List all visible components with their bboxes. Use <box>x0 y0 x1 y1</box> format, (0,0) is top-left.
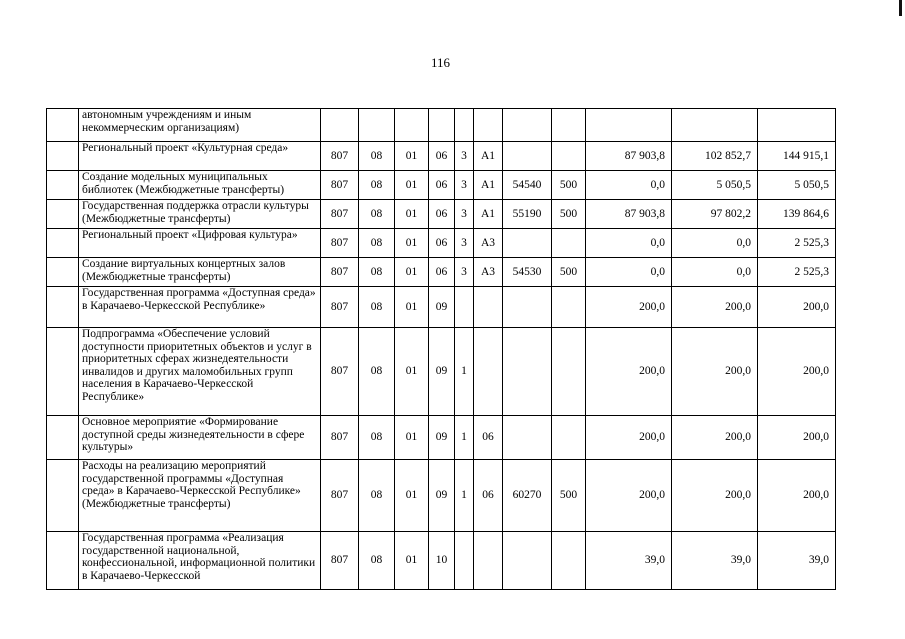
code-cell-c7: 54530 <box>503 258 552 287</box>
blank-cell <box>47 229 79 258</box>
row-name-cell: Создание виртуальных концертных залов (Межбюджетные трансферты) <box>79 258 321 287</box>
table-row <box>47 328 836 416</box>
code-cell-c8 <box>552 229 586 258</box>
code-cell-c2: 08 <box>359 287 395 328</box>
code-cell-c4: 09 <box>429 416 455 460</box>
table-row <box>47 171 836 200</box>
code-cell-c4: 06 <box>429 142 455 171</box>
code-cell-c3: 01 <box>395 258 429 287</box>
code-cell-c3: 01 <box>395 200 429 229</box>
table-row <box>47 532 836 590</box>
code-cell-c6: A1 <box>474 142 503 171</box>
code-cell-c2: 08 <box>359 229 395 258</box>
code-cell-c4: 06 <box>429 200 455 229</box>
code-cell-c5: 3 <box>455 171 474 200</box>
amount-cell-v3: 139 864,6 <box>758 200 836 229</box>
code-cell-c4: 06 <box>429 229 455 258</box>
row-name-cell: Региональный проект «Цифровая культура» <box>79 229 321 258</box>
code-cell-c5: 3 <box>455 142 474 171</box>
amount-cell-v1: 200,0 <box>586 416 672 460</box>
table-row <box>47 416 836 460</box>
row-name-cell: Основное мероприятие «Формирование доступной среды жизнедеятельности в сфере культуры» <box>79 416 321 460</box>
amount-cell-v2: 200,0 <box>672 416 758 460</box>
amount-cell-v3: 200,0 <box>758 328 836 416</box>
row-name-cell: автономным учреждениям и иным некоммерческим организациям) <box>79 109 321 142</box>
blank-cell <box>47 460 79 532</box>
amount-cell-v1 <box>586 109 672 142</box>
row-name-cell: Государственная поддержка отрасли культуры (Межбюджетные трансферты) <box>79 200 321 229</box>
row-name-cell: Подпрограмма «Обеспечение условий доступности приоритетных объектов и услуг в приоритетных сферах жизнедеятельности инвалидов и других маломобильных групп населения в Карачаево-Черкесской Республике» <box>79 328 321 416</box>
code-cell-c2: 08 <box>359 171 395 200</box>
amount-cell-v1: 0,0 <box>586 171 672 200</box>
amount-cell-v3: 39,0 <box>758 532 836 590</box>
code-cell-c8 <box>552 109 586 142</box>
row-name-cell: Расходы на реализацию мероприятий государственной программы «Доступная среда» в Карачаево-Черкесской Республике» (Межбюджетные трансферты) <box>79 460 321 532</box>
code-cell-c1: 807 <box>321 171 359 200</box>
code-cell-c6 <box>474 109 503 142</box>
table-row <box>47 142 836 171</box>
table-row <box>47 229 836 258</box>
amount-cell-v2: 5 050,5 <box>672 171 758 200</box>
code-cell-c8: 500 <box>552 258 586 287</box>
code-cell-c1: 807 <box>321 328 359 416</box>
code-cell-c6 <box>474 532 503 590</box>
code-cell-c5: 3 <box>455 258 474 287</box>
code-cell-c4: 09 <box>429 328 455 416</box>
blank-cell <box>47 142 79 171</box>
amount-cell-v3: 2 525,3 <box>758 229 836 258</box>
amount-cell-v3: 200,0 <box>758 416 836 460</box>
code-cell-c8 <box>552 416 586 460</box>
code-cell-c3: 01 <box>395 416 429 460</box>
page-number: 116 <box>430 55 451 70</box>
amount-cell-v3: 200,0 <box>758 460 836 532</box>
amount-cell-v2: 39,0 <box>672 532 758 590</box>
code-cell-c2: 08 <box>359 460 395 532</box>
code-cell-c3: 01 <box>395 328 429 416</box>
code-cell-c2: 08 <box>359 200 395 229</box>
code-cell-c3: 01 <box>395 287 429 328</box>
code-cell-c4: 06 <box>429 258 455 287</box>
code-cell-c1 <box>321 109 359 142</box>
code-cell-c2: 08 <box>359 258 395 287</box>
code-cell-c7 <box>503 328 552 416</box>
blank-cell <box>47 171 79 200</box>
code-cell-c4: 06 <box>429 171 455 200</box>
row-name-cell: Региональный проект «Культурная среда» <box>79 142 321 171</box>
code-cell-c6 <box>474 328 503 416</box>
code-cell-c8: 500 <box>552 171 586 200</box>
code-cell-c3: 01 <box>395 460 429 532</box>
code-cell-c3 <box>395 109 429 142</box>
code-cell-c2: 08 <box>359 328 395 416</box>
amount-cell-v1: 0,0 <box>586 229 672 258</box>
table-row <box>47 287 836 328</box>
code-cell-c5 <box>455 532 474 590</box>
row-name-cell: Создание модельных муниципальных библиотек (Межбюджетные трансферты) <box>79 171 321 200</box>
code-cell-c4: 10 <box>429 532 455 590</box>
amount-cell-v2: 0,0 <box>672 229 758 258</box>
row-name-cell: Государственная программа «Доступная среда» в Карачаево-Черкесской Республике» <box>79 287 321 328</box>
code-cell-c3: 01 <box>395 229 429 258</box>
code-cell-c6: A3 <box>474 229 503 258</box>
code-cell-c5: 3 <box>455 200 474 229</box>
budget-table <box>46 108 836 590</box>
code-cell-c2 <box>359 109 395 142</box>
code-cell-c7: 60270 <box>503 460 552 532</box>
code-cell-c8: 500 <box>552 460 586 532</box>
amount-cell-v1: 200,0 <box>586 328 672 416</box>
row-name-cell: Государственная программа «Реализация государственной национальной, конфессиональной, информационной политики в Карачаево-Черкесской <box>79 532 321 590</box>
code-cell-c6: 06 <box>474 460 503 532</box>
table-row <box>47 460 836 532</box>
amount-cell-v2: 200,0 <box>672 328 758 416</box>
code-cell-c2: 08 <box>359 416 395 460</box>
code-cell-c7 <box>503 142 552 171</box>
code-cell-c1: 807 <box>321 416 359 460</box>
blank-cell <box>47 416 79 460</box>
amount-cell-v1: 0,0 <box>586 258 672 287</box>
code-cell-c1: 807 <box>321 200 359 229</box>
code-cell-c5: 1 <box>455 328 474 416</box>
code-cell-c6: 06 <box>474 416 503 460</box>
code-cell-c4: 09 <box>429 460 455 532</box>
code-cell-c5 <box>455 109 474 142</box>
code-cell-c2: 08 <box>359 142 395 171</box>
table-row <box>47 200 836 229</box>
scan-edge-mark <box>899 0 902 16</box>
code-cell-c2: 08 <box>359 532 395 590</box>
blank-cell <box>47 200 79 229</box>
code-cell-c1: 807 <box>321 532 359 590</box>
code-cell-c8 <box>552 532 586 590</box>
table-row <box>47 109 836 142</box>
amount-cell-v2: 97 802,2 <box>672 200 758 229</box>
code-cell-c5: 1 <box>455 460 474 532</box>
code-cell-c7 <box>503 229 552 258</box>
code-cell-c8 <box>552 287 586 328</box>
amount-cell-v2: 0,0 <box>672 258 758 287</box>
code-cell-c1: 807 <box>321 460 359 532</box>
code-cell-c3: 01 <box>395 171 429 200</box>
code-cell-c4: 09 <box>429 287 455 328</box>
amount-cell-v2: 200,0 <box>672 287 758 328</box>
code-cell-c7: 55190 <box>503 200 552 229</box>
code-cell-c1: 807 <box>321 229 359 258</box>
code-cell-c8: 500 <box>552 200 586 229</box>
table-row <box>47 258 836 287</box>
code-cell-c1: 807 <box>321 287 359 328</box>
amount-cell-v1: 200,0 <box>586 460 672 532</box>
code-cell-c7 <box>503 109 552 142</box>
amount-cell-v1: 87 903,8 <box>586 200 672 229</box>
code-cell-c5 <box>455 287 474 328</box>
code-cell-c5: 3 <box>455 229 474 258</box>
blank-cell <box>47 328 79 416</box>
amount-cell-v2 <box>672 109 758 142</box>
code-cell-c1: 807 <box>321 258 359 287</box>
code-cell-c1: 807 <box>321 142 359 171</box>
code-cell-c6: A1 <box>474 200 503 229</box>
code-cell-c6 <box>474 287 503 328</box>
code-cell-c6: A1 <box>474 171 503 200</box>
code-cell-c7 <box>503 416 552 460</box>
amount-cell-v3: 2 525,3 <box>758 258 836 287</box>
amount-cell-v1: 39,0 <box>586 532 672 590</box>
amount-cell-v3: 144 915,1 <box>758 142 836 171</box>
blank-cell <box>47 532 79 590</box>
amount-cell-v3 <box>758 109 836 142</box>
code-cell-c7 <box>503 287 552 328</box>
amount-cell-v3: 200,0 <box>758 287 836 328</box>
amount-cell-v2: 102 852,7 <box>672 142 758 171</box>
amount-cell-v2: 200,0 <box>672 460 758 532</box>
code-cell-c3: 01 <box>395 142 429 171</box>
amount-cell-v3: 5 050,5 <box>758 171 836 200</box>
amount-cell-v1: 200,0 <box>586 287 672 328</box>
blank-cell <box>47 109 79 142</box>
code-cell-c3: 01 <box>395 532 429 590</box>
code-cell-c4 <box>429 109 455 142</box>
blank-cell <box>47 287 79 328</box>
code-cell-c7: 54540 <box>503 171 552 200</box>
amount-cell-v1: 87 903,8 <box>586 142 672 171</box>
code-cell-c7 <box>503 532 552 590</box>
code-cell-c8 <box>552 142 586 171</box>
code-cell-c6: A3 <box>474 258 503 287</box>
code-cell-c8 <box>552 328 586 416</box>
code-cell-c5: 1 <box>455 416 474 460</box>
blank-cell <box>47 258 79 287</box>
